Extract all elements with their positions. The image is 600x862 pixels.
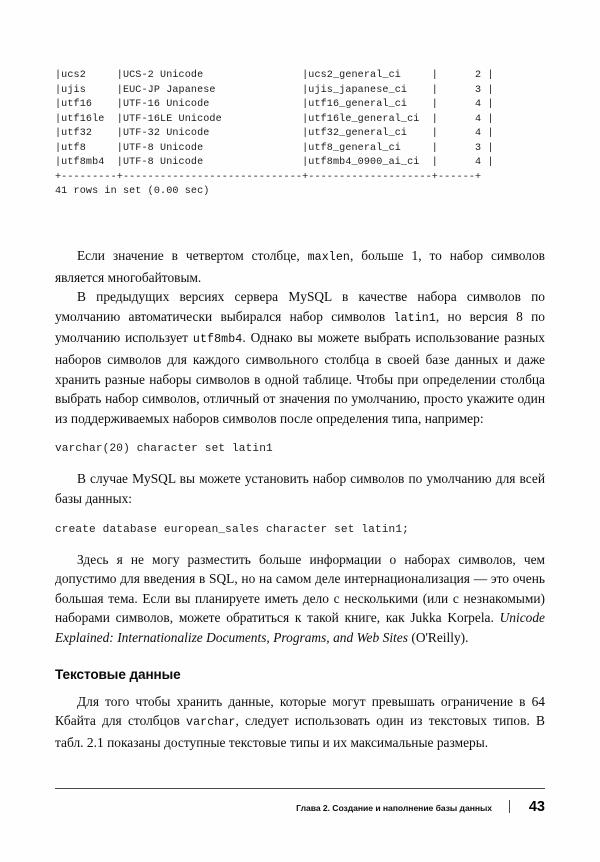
paragraph-text-types [55, 692, 545, 753]
inline-code-utf8mb4: utf8mb4 [192, 333, 243, 347]
console-row: |utf32 |UTF-32 Unicode |utf32_general_ci | 4 | [55, 128, 494, 140]
page-content [55, 40, 545, 752]
paragraph-charset-defaults [55, 287, 545, 428]
console-row: |ucs2 |UCS-2 Unicode |ucs2_general_ci | 2 | [55, 70, 494, 82]
console-row: |utf16 |UTF-16 Unicode |utf16_general_ci | 4 | [55, 99, 494, 111]
code-sample-varchar: varchar(20) character set latin1 [55, 443, 273, 456]
inline-code-maxlen: maxlen [307, 251, 350, 265]
paragraph-database-charset: В случае MySQL вы можете установить набор символов по умолчанию для всей базы данных: [55, 471, 545, 507]
paragraph-text: Здесь я не могу разместить больше информации о наборах символов, чем допустимо для введения в SQL, но на самом деле интернационализация — это очень большая тема. Если вы планируете иметь дело с несколькими (или с незнакомыми) наборами символов, можете обратиться к такой книге, как Jukka Korpela. [55, 551, 545, 626]
footer-page-number: 43 [528, 799, 545, 815]
section-heading-text-data: Текстовые данные [55, 666, 181, 682]
footer-chapter-title: Глава 2. Создание и наполнение базы данных [296, 803, 492, 813]
console-row: |utf8mb4 |UTF-8 Unicode |utf8mb4_0900_ai_ci | 4 | [55, 157, 494, 169]
footer-separator-bar [509, 800, 510, 813]
paragraph-text: . Однако вы можете выбрать использование разных наборов символов для каждого символьного столбца в своей базе данных и даже хранить разные наборы символов в одной таблице. Чтобы при определении столбца выбрать набор символов, отличный от значения по умолчанию, просто укажите один из поддерживаемых наборов символов после определения типа, например: [55, 330, 545, 426]
paragraph-text: , следует использовать один из текстовых типов. В табл. 2.1 показаны доступные текстовые типы и их максимальные размеры. [55, 713, 545, 750]
paragraph-internationalization [55, 550, 545, 648]
paragraph-text: (O'Reilly). [407, 630, 469, 646]
paragraph-text: В предыдущих версиях сервера MySQL в качестве набора символов по умолчанию автоматически выбирался набор символов [55, 289, 545, 324]
console-row: |utf16le |UTF-16LE Unicode |utf16le_general_ci | 4 | [55, 113, 494, 125]
paragraph-text: , больше 1, то набор символов является многобайтовым. [55, 248, 545, 285]
code-sample-create-database: create database european_sales character set latin1; [55, 523, 409, 536]
console-row: |utf8 |UTF-8 Unicode |utf8_general_ci | 3 | [55, 142, 494, 154]
paragraph-text: Если значение в четвертом столбце, [77, 248, 308, 264]
paragraph-maxlen [55, 246, 545, 287]
footer-divider [55, 788, 545, 789]
mysql-console-output [55, 40, 545, 229]
book-title-italic: Unicode Explained: Internationalize Documents, Programs, and Web Sites [55, 610, 545, 646]
paragraph-text: , но версия 8 по умолчанию использует [55, 308, 545, 346]
console-row: |ujis |EUC-JP Japanese |ujis_japanese_ci | 3 | [55, 84, 494, 96]
footer-content [55, 798, 545, 815]
inline-code-varchar: varchar [186, 716, 236, 730]
inline-code-latin1: latin1 [393, 311, 436, 325]
console-table-rule: +---------+-----------------------------+--------------------+------+ [55, 171, 482, 183]
page-footer [55, 788, 545, 815]
paragraph-text: Для того чтобы хранить данные, которые могут превышать ограничение в 64 Кбайта для столбцов [55, 693, 545, 729]
console-status-line: 41 rows in set (0.00 sec) [55, 186, 210, 198]
